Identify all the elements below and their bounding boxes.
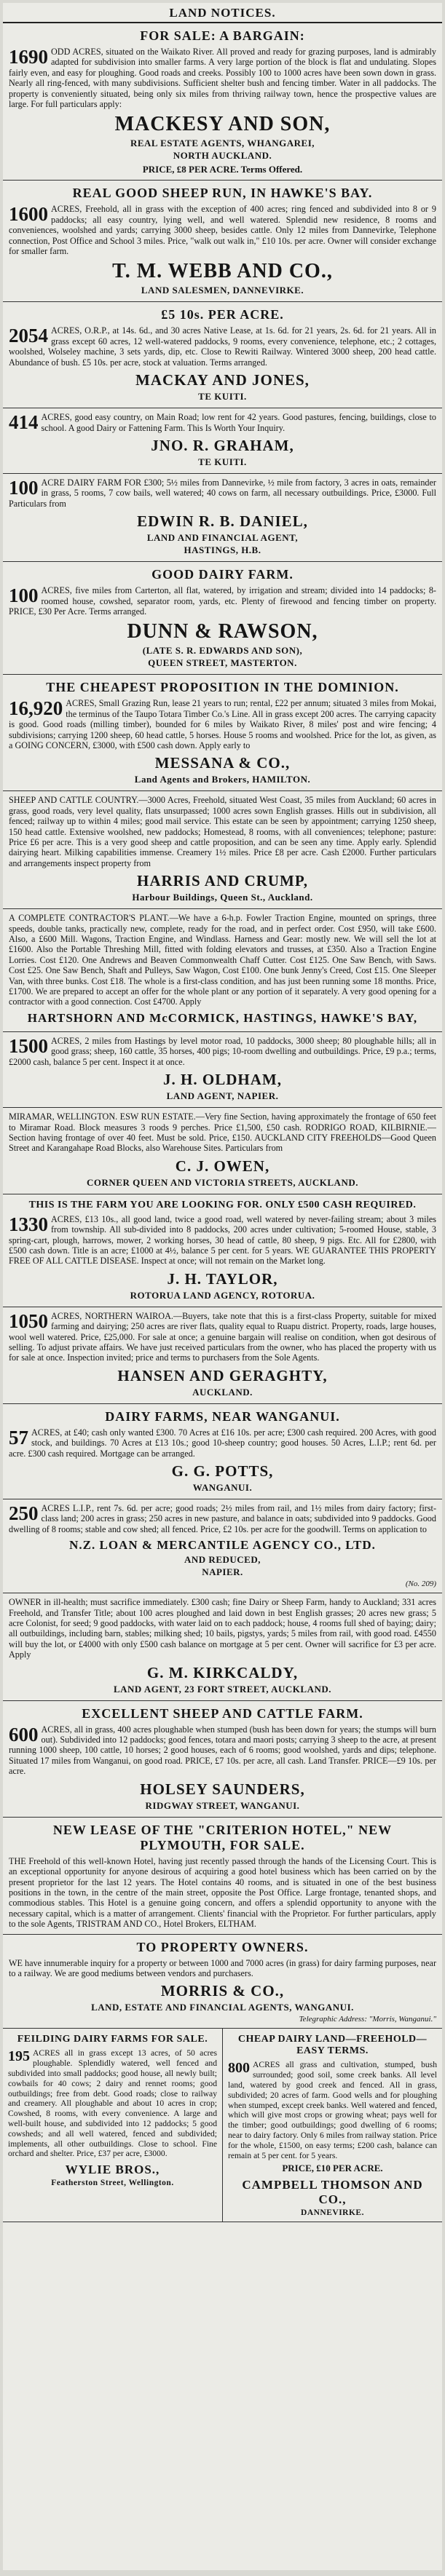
ad-text: A COMPLETE CONTRACTOR'S PLANT.—We have a 6-h.p. Fowler Traction Engine, mounted on springs, three speeds, double tanks, practically new, complete, ready for the road, and in perfect order. Cost £950, will take £600. Also, a £600 Mill. Wagons, Traction Engine, and Windlass. Harness and Gear: mostly new. We will sell the lot at £1600. Also the Portable Threshing Mill, fitted with folding elevators and trusses, at £350. Also a Traction Engine Lorries. Cost £120. One Andrews and Beaven Commonwealth Chaff Cutter. Cost £125. One Saw Bench, with Saws. Cost £25. One Saw Bench, Shaft and Pulleys, Saw Wagon, Cost £100. One bunk Jenny's Creed, Cost £15. One Sleeper Van, with three bunks. Cost £18. The whole is a first-class condition, and has just been running some 18 months. Price, £1700. We are prepared to accept an offer for the whole plant or any portion of it separately. A very good opening for a contractor with a good connection. Cost £4700. Apply: [9, 913, 436, 1007]
ad-lead-number: 1500: [9, 1034, 48, 1057]
ad-agent: J. H. TAYLOR,: [167, 1269, 278, 1288]
land-advertisement: [3, 1499, 442, 1593]
ad-lead-number: 100: [9, 476, 39, 499]
ad-body: [9, 1311, 436, 1363]
ad-address: AUCKLAND.: [192, 1386, 253, 1398]
land-advertisement: [3, 909, 442, 1032]
land-advertisement: [3, 1194, 442, 1307]
ad-agent: T. M. WEBB AND CO.,: [112, 260, 333, 283]
ad-body: [9, 47, 436, 109]
ad-body: [228, 2060, 437, 2160]
ad-text: ACRES, at £40; cash only wanted £300. 70 Acres at £16 10s. per acre; £300 cash required. 200 Acres, with good stock, and buildings. 70 Acres at £13 10s.; good 10-sheep country; good houses. 50 Acres, L.I.P.; rent 6d. per acre. £300 cash required. Mortgage can be arranged.: [9, 1427, 436, 1459]
ad-lead-number: 250: [9, 1502, 39, 1524]
ad-heading: TO PROPERTY OWNERS.: [136, 1939, 309, 1954]
ad-lead-number: 1050: [9, 1309, 48, 1332]
ad-body: [9, 325, 436, 368]
ad-address: LAND, ESTATE AND FINANCIAL AGENTS, WANGANUI.: [91, 2002, 354, 2013]
ad-agent: JNO. R. GRAHAM,: [151, 436, 294, 454]
ad-agent-note: LAND SALESMEN, DANNEVIRKE.: [141, 285, 304, 296]
ad-terms: PRICE, £8 PER ACRE. Terms Offered.: [142, 164, 303, 175]
ad-address: QUEEN STREET, MASTERTON.: [148, 657, 297, 669]
ad-text: ACRES, good easy country, on Main Road; low rent for 42 years. Good pastures, fencing, buildings, close to school. A good Dairy or Fattening Farm. This Is Worth Your Inquiry.: [41, 412, 436, 433]
ad-terms: PRICE, £10 PER ACRE.: [282, 2163, 383, 2174]
ad-lead-number: 195: [8, 2048, 30, 2065]
ad-agent-note: LAND AGENT, 23 FORT STREET, AUCKLAND.: [113, 1683, 332, 1695]
ad-text: ACRES all in grass except 13 acres, of 50 acres ploughable. Splendidly watered, well fenced and subdivided into small paddocks; good house, all newly built; cowbails for 40 cows; 2 dairy and rennet rooms; good outbuildings; free from debt. Good roads; close to railway and creamery. All ploughable and about 10 acres in crop; Cowshed, 8 rooms, with every convenience. A large and well-built house, and subdivided into 12 paddocks; 5 good cowsheds; and all well watered, fenced and subdivided; implements, all other outbuildings. Close to school. Fine orchard and shelter. Price, £37 per acre, £3000.: [8, 2048, 217, 2159]
ad-text: WE have innumerable inquiry for a property or between 1000 and 7000 acres (in grass) for dairy farming purposes, near to a railway. We are good mediums between vendors and purchasers.: [9, 1957, 436, 1978]
ad-agent: WYLIE BROS.,: [65, 2163, 160, 2177]
land-advertisement: [3, 675, 442, 791]
ad-address: CORNER QUEEN AND VICTORIA STREETS, AUCKLAND.: [87, 1176, 358, 1188]
ad-text: ACRES, Freehold, all in grass with the exception of 400 acres; ring fenced and subdivided into 8 or 9 paddocks; all easy country, lying well, and well watered. Splendid new residence, 8 rooms and conveniences, woolshed and yards; carrying 3000 sheep, besides cattle. Only 12 miles from Dannevirke, Telephone connection, Post Office and School 3 miles. Price, "walk out walk in," £10 10s. per acre. Owner will consider exchange for smaller farm.: [9, 204, 436, 257]
ad-body: [9, 1111, 436, 1154]
ad-body: [9, 1724, 436, 1777]
ad-agent-note: (LATE S. R. EDWARDS AND SON),: [142, 645, 303, 657]
ad-text: ACRES, Small Grazing Run, lease 21 years to run; rental, £22 per annum; situated 3 miles from Mokai, the terminus of the Taupo Totara Timber Co.'s Line. All in grass except 200 acres. The carrying capacity is good. Good roads (milling timber), bounded for 6 miles by Waikato River, 8 miles' post and wire fencing; 4 subdivisions; carrying 1200 sheep, 60 head cattle, 5 horses. House 5 rooms and woolshed. Price for the lot, as given, as a GOING CONCERN, £3000, with £500 cash down. Apply early to: [9, 698, 436, 750]
ad-agent-note: LAND AGENT, NAPIER.: [166, 1090, 279, 1102]
ad-text: ODD ACRES, situated on the Waikato River. All proved and ready for grazing purposes, land is admirably adapted for subdivision into smaller farms. A very large portion of the block is flat and undulating. Slopes fairly even, and easy for ploughing. Good roads and creeks. Possibly 100 to 1000 acres have been sown down in grass. Nearly all ring-fenced, with many subdivisions. Sufficient shelter bush and fencing timber. Water in all paddocks. The property is conveniently situated, being only six miles from thriving railway town, hence the prospective values are large. For full particulars apply:: [9, 47, 436, 110]
ad-body: [8, 2048, 217, 2159]
ad-text: ACRES L.I.P., rent 7s. 6d. per acre; good roads; 2½ miles from rail, and 1½ miles from dairy factory; first-class land; 200 acres in grass; 250 acres in new pasture, and balance in oats; subdivided into 9 paddocks. Good dwelling of 8 rooms; stable and cow shed; all fenced. Price, £2 10s. per acre for the goodwill. Terms on application to: [9, 1503, 436, 1534]
ad-lead-number: 1690: [9, 46, 48, 68]
ad-agent: MACKESY AND SON,: [114, 113, 331, 136]
ad-body: [9, 585, 436, 617]
ad-address: Land Agents and Brokers, HAMILTON.: [134, 774, 311, 785]
land-advertisement: [3, 791, 442, 909]
ad-heading: REAL GOOD SHEEP RUN, IN HAWKE'S BAY.: [72, 186, 373, 201]
ad-lead-number: 600: [9, 1723, 39, 1745]
ad-lead-number: 100: [9, 584, 39, 607]
newspaper-page: [3, 3, 442, 2570]
ad-lead-number: 16,920: [9, 697, 63, 720]
ad-agent: DUNN & RAWSON,: [127, 620, 318, 643]
ad-body: [9, 1856, 436, 1930]
ad-body: [9, 1597, 436, 1660]
ad-agent: MACKAY AND JONES,: [135, 371, 310, 389]
land-advertisement: [3, 1307, 442, 1404]
ad-heading: CHEAP DAIRY LAND—FREEHOLD—EASY TERMS.: [237, 2034, 428, 2057]
land-advertisement: [3, 474, 442, 562]
ad-address: Harbour Buildings, Queen St., Auckland.: [132, 892, 313, 903]
land-advertisement: [3, 1818, 442, 1935]
ad-agent: HARRIS AND CRUMP,: [137, 872, 308, 890]
ad-heading: DAIRY FARMS, NEAR WANGANUI.: [105, 1408, 340, 1424]
ad-reference: (No. 209): [405, 1580, 436, 1589]
ad-agent: HARTSHORN AND McCORMICK, HASTINGS, HAWKE'S BAY,: [27, 1010, 418, 1025]
ad-text: ACRES, £13 10s., all good land, twice a good road, well watered by never-failing stream; about 3 miles from township. All sub-divided into 8 paddocks, 200 acres under cultivation; 5-roomed House, stable, 3 spring-cart, plough, harrows, mower, 2 working horses, 30 head of cattle, 80 sheep, 9 pigs. Etc. All for £2800, with £500 cash down. Title is an acre; £1000 at 4½, balance 5 per cent. for 5 years. WE GUARANTEE THIS PROPERTY FREE OF ALL CATTLE DISEASE. Inspect at once; will not remain on the Market long.: [9, 1213, 436, 1267]
ad-body: [9, 1958, 436, 1979]
ad-heading: £5 10s. PER ACRE.: [161, 307, 284, 322]
ad-address: WANGANUI.: [192, 1482, 253, 1493]
ad-body: [9, 913, 436, 1007]
ad-body: [9, 1036, 436, 1067]
ad-lead-number: 1330: [9, 1213, 48, 1235]
ad-text: ACRE DAIRY FARM FOR £300; 5½ miles from Dannevirke, ½ mile from factory, 3 acres in oats, remainder in grass, 5 rooms, 7 cow bails, well watered; 40 cows on farm, all necessary outbuildings. Price, £3000. Full Particulars from: [9, 477, 436, 509]
ad-address: TE KUITI.: [198, 391, 247, 403]
land-advertisement: [3, 408, 442, 474]
land-advertisement: [3, 562, 442, 675]
feilding-dairy-ad: [3, 2029, 222, 2222]
land-advertisement: [3, 23, 442, 181]
cheap-dairy-land-ad: [222, 2029, 442, 2222]
ad-text: THE Freehold of this well-known Hotel, having just recently passed through the hands of the Licensing Court. This is an exceptional opportunity for anyone desirous of acquiring a good hotel business which has been carried on by the present proprietor for the last 12 years. The Hotel contains 40 rooms, and is situated in one of the best business positions in the town, in the centre of the main street, opposite the Post Office. Large frontage, tenanted shops, and commodious stables. This Hotel is a genuine going concern, and offers a splendid opportunity to anyone with the necessary capital, which is a matter of arrangement. Clients' financial with the Proprietor. For further particulars, apply to the sole Agents, TRISTRAM AND CO., Hotel Brokers, ELTHAM.: [9, 1855, 436, 1930]
ad-body: [9, 412, 436, 433]
ad-agent: MORRIS & CO.,: [160, 1982, 285, 2000]
land-advertisement: [3, 1032, 442, 1108]
ad-address-line-2: NORTH AUCKLAND.: [173, 150, 272, 162]
land-advertisement: [3, 1108, 442, 1194]
ad-heading: GOOD DAIRY FARM.: [151, 567, 294, 582]
land-advertisement: [3, 1404, 442, 1499]
ad-agent-note: RIDGWAY STREET, WANGANUI.: [145, 1799, 300, 1811]
land-advertisement: [3, 1935, 442, 2029]
ad-agent: N.Z. LOAN & MERCANTILE AGENCY CO., LTD.: [69, 1538, 376, 1553]
advertisement-list: [3, 23, 442, 2029]
ad-text: ACRES, NORTHERN WAIROA.—Buyers, take note that this is a first-class Property, suitable for mixed farming and dairying; 250 acres are river flats, quality equal to Ruapu district. Property, roads, large houses, wool well watered. Price, £25,000. For sale at once; a genuine bargain will realise on condition, when got desirous of selling. To adjust private affairs. We have just received particulars from the owner, who has placed the property with us for sale at once. Inspection invited; price and terms to purchasers from the Sole Agents.: [9, 1310, 436, 1363]
ad-lead-number: 800: [228, 2060, 250, 2077]
ad-lead-number: 1600: [9, 203, 48, 226]
land-advertisement: [3, 302, 442, 408]
ad-address: Featherston Street, Wellington.: [51, 2179, 174, 2188]
ad-body: [9, 795, 436, 868]
ad-agent: HOLSEY SAUNDERS,: [140, 1780, 305, 1798]
ad-agent: J. H. OLDHAM,: [163, 1071, 282, 1089]
ad-agent: CAMPBELL THOMSON AND CO.,: [242, 2178, 423, 2207]
ad-body: [9, 1503, 436, 1534]
ad-heading: FOR SALE: A BARGAIN:: [140, 28, 305, 43]
ad-telegraphic-address: Telegraphic Address: "Morris, Wanganui.": [299, 2015, 436, 2024]
ad-agent: EDWIN R. B. DANIEL,: [137, 512, 308, 531]
ad-body: [9, 698, 436, 750]
ad-text: ACRES, all in grass, 400 acres ploughable when stumped (bush has been down for years; the stumps will burn out). Subdivided into 12 paddocks; good fences, totara and maori posts; carrying 3 sheep to the acre, at present running 1000 sheep, 100 cattle, 10 horses; 2 good houses, each of 6 rooms; good woolshed, yards and dips; telephone. Situated 17 miles from Wanganui, on good road. PRICE, £7 10s. per acre, all cash. Land Transfer. PRICE—£9 10s. per acre.: [9, 1724, 436, 1777]
ad-agent: MESSANA & CO.,: [154, 754, 291, 772]
ad-agent: G. G. POTTS,: [171, 1462, 274, 1480]
ad-body: [9, 1427, 436, 1459]
ad-address: NAPIER.: [202, 1566, 243, 1578]
land-advertisement: [3, 1593, 442, 1700]
ad-subheading: THIS IS THE FARM YOU ARE LOOKING FOR. ONLY £500 CASH REQUIRED.: [28, 1199, 417, 1210]
ad-heading: EXCELLENT SHEEP AND CATTLE FARM.: [82, 1705, 363, 1721]
ad-heading: FEILDING DAIRY FARMS FOR SALE.: [17, 2034, 208, 2045]
ad-lead-number: 2054: [9, 325, 48, 347]
ad-address: TE KUITI.: [198, 456, 247, 467]
ad-text: ACRES, five miles from Carterton, all flat, watered, by irrigation and stream; divided into 14 paddocks; 8-roomed house, cowshed, separator room, yards, etc. Plenty of firewood and fencing timber on property. PRICE, £30 Per Acre. Terms arranged.: [9, 585, 436, 617]
ad-agent: HANSEN AND GERAGHTY,: [117, 1366, 328, 1384]
ad-body: [9, 477, 436, 509]
ad-address: REAL ESTATE AGENTS, WHANGAREI,: [130, 138, 315, 149]
ad-text: OWNER in ill-health; must sacrifice immediately. £300 cash; fine Dairy or Sheep Farm, handy to Auckland; 331 acres Freehold, and Transfer Title; about 100 acres ploughed and laid down in best English grasses; 20 acres new grass; 5 acre Colonist, for seed; 9 good paddocks, with water laid on to each paddock; house, 4 rooms full shed of baying; dairy; all outbuildings, including barn, stables; milking shed; 10 bails, pigstys, yards; 5 miles from rail, with good road. £4550 will buy the lot, or £4000 with only £500 cash balance on mortgage at 5 per cent. Owner will sacrifice for £3 per acre. Apply: [9, 1597, 436, 1660]
land-advertisement: [3, 1701, 442, 1818]
ad-body: [9, 204, 436, 256]
section-masthead: LAND NOTICES.: [3, 3, 442, 23]
ad-lead-number: 57: [9, 1426, 28, 1448]
ad-agent: G. M. KIRKCALDY,: [146, 1663, 299, 1681]
land-advertisement: [3, 181, 442, 302]
ad-body: [9, 1214, 436, 1267]
ad-lead-number: 414: [9, 411, 39, 434]
ad-heading: NEW LEASE OF THE "CRITERION HOTEL," NEW PLYMOUTH, FOR SALE.: [52, 1822, 393, 1852]
ad-address: DANNEVIRKE.: [301, 2208, 364, 2218]
ad-text: ACRES all grass and cultivation, stumped, bush surrounded; good soil, some creek banks. All level land, watered by good creek and fenced. All in grass, subdivided; 20 acres of farm. Good wells and for ploughing when stumped, except creek banks. Well watered and fenced, which will give most crops or growing wheat; pays well for the timber; good outbuildings; good dwelling of 6 rooms; near to dairy factory. Only 6 miles from railway station. Price for the whole, £1500, on easy terms; £200 cash, balance can remain at 5 per cent. for 5 years.: [228, 2060, 437, 2160]
ad-agent: C. J. OWEN,: [175, 1157, 270, 1175]
ad-address: ROTORUA LAND AGENCY, ROTORUA.: [130, 1289, 315, 1301]
ad-text: SHEEP AND CATTLE COUNTRY.—3000 Acres, Freehold, situated West Coast, 35 miles from Auckland; 60 acres in grass, good roads, very level quality, flats unsurpassed; 1000 acres sown English grasses. Hills out in subdivision, all fenced; railway up to within 4 miles; good mail service. This estate can be seen by appointment; carrying 1250 sheep, 150 head cattle. Extensive woolshed, new paddocks; Homestead, 8 rooms, with all conveniences; telephone; pasture: Price £6 per acre. This is a very good sheep and cattle proposition, and can be seen any time. Apply early. Splendid dairying heart. Milking capabilities immense. Creamery 1½ miles. Price £8 per acre. Cash £2000. Further particulars and arrangements inspect property from: [9, 795, 436, 868]
ad-text: ACRES, O.R.P., at 14s. 6d., and 30 acres Native Lease, at 1s. 6d. for 21 years, 2s. 6d. for 21 years. All in grass except 60 acres, 12 well-watered paddocks, 9 rooms, every convenience, telephone, etc.; 2 cottages, woolshed, Wolseley machine, 3 sets yards, dip, etc. Close to Rewiti Railway. Wintered 3000 sheep, 200 head cattle. Abundance of bush. £5 10s. per acre, stock at valuation. Terms arranged.: [9, 325, 436, 368]
ad-agent-note: AND REDUCED,: [184, 1554, 261, 1566]
ad-text: ACRES, 2 miles from Hastings by level motor road, 10 paddocks, 3000 sheep; 80 ploughable hills; all in good grass; sheep, 160 cattle, 35 horses, 400 pigs; 10-room dwelling and outbuildings. Price, £9 p.a.; terms, £2000 cash, balance 5 per cent. Inspect it at once.: [9, 1035, 436, 1067]
ad-heading: THE CHEAPEST PROPOSITION IN THE DOMINION.: [46, 680, 399, 695]
ad-address: LAND AND FINANCIAL AGENT,: [146, 532, 299, 544]
bottom-columns: [3, 2029, 442, 2222]
ad-address-line-2: HASTINGS, H.B.: [184, 544, 261, 556]
ad-text: MIRAMAR, WELLINGTON. ESW RUN ESTATE.—Very fine Section, having approximately the frontage of 650 feet to Miramar Road. Block measures 3 roods 9 perches. Price £1,500, £50 cash. RODRIGO ROAD, KILBIRNIE.—Section having frontage of over 40 feet. Must be sold. Price, £150. AUCKLAND CITY FREEHOLDS—Good Queen Street and Karangahape Road Blocks, also Warehouse Sites. Particulars from: [9, 1111, 436, 1154]
